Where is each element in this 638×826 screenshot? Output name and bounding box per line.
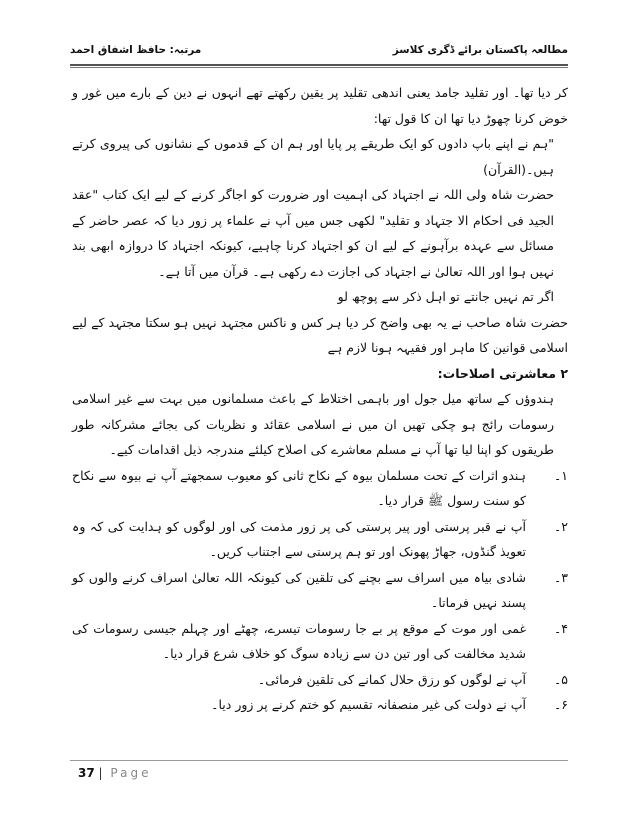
page-number: 37 <box>78 766 95 780</box>
list-item <box>72 565 568 616</box>
footer-divider <box>70 760 568 761</box>
list-text: غمی اور موت کے موقع پر بے جا رسومات تیسرے، چھٹے اور چہلم جیسی رسومات کی شدید مخالفت کی اور تین دن سے زیادہ سوگ کو خلاف شرع قرار دیا۔ <box>72 620 526 661</box>
list-number: ۲۔ <box>553 518 568 534</box>
list-number: ۵۔ <box>553 671 568 687</box>
paragraph: ہندوؤں کے ساتھ میل جول اور باہمی اختلاط کے باعث مسلمانوں میں بہت سے غیر اسلامی رسومات رائج ہو چکی تھیں ان میں نے اسلامی عقائد و نظریات کی بجائے مشرکانہ طور طریقوں کو اپنا لیا تھا آپ نے مسلم معاشرے کی اصلاح کیلئے مندرجہ ذیل اقدامات کیے۔ <box>72 391 554 457</box>
list-number: ۴۔ <box>553 620 568 636</box>
header-divider <box>70 64 568 66</box>
section-heading: ۲ معاشرتی اصلاحات: <box>437 365 568 381</box>
list-text: آپ نے دولت کی غیر منصفانہ تقسیم کو ختم کرنے پر زور دیا۔ <box>211 697 526 712</box>
list-number: ۱۔ <box>553 467 568 483</box>
list-item <box>72 616 568 667</box>
list-text: آپ نے لوگوں کو رزق حلال کمانے کی تلقین فرمائی۔ <box>257 671 526 687</box>
page-header <box>70 44 568 60</box>
list-text: آپ نے قبر پرستی اور پیر پرستی کی پر زور مذمت کی اور لوگوں کو ہدایت کی کہ وہ تعویذ گنڈوں، جھاڑ پھونک اور تو ہم پرستی سے اجتناب کریں۔ <box>72 518 526 559</box>
header-book-title: مطالعہ پاکستان برائے ڈگری کلاسز <box>392 44 568 56</box>
quran-quote: اگر تم نہیں جانتے تو اہل ذکر سے پوچھ لو <box>337 289 554 304</box>
quran-quote: "ہم نے اپنے باپ دادوں کو ایک طریقے پر پایا اور ہم ان کے قدموں کے نشانوں کی پیروی کرتے ہیں۔(القرآن) <box>72 136 554 177</box>
page-label: Page <box>110 766 152 780</box>
list-item <box>72 514 568 565</box>
list-number: ۳۔ <box>553 569 568 585</box>
paragraph: حضرت شاہ ولی اللہ نے اجتہاد کی اہمیت اور ضرورت کو اجاگر کرنے کے لیے ایک کتاب "عقد الجید فی احکام الا جتہاد و تقلید" لکھی جس میں آپ نے علماء پر زور دیا کہ عصر حاضر کے مسائل سے عہدہ برآہونے کے لیے ان کو اجتہاد کرنا چاہیے، کیونکہ اجتہاد کا دروازہ ابھی بند نہیں ہوا اور اللہ تعالیٰ نے اجتہاد کی اجازت دے رکھی ہے۔ قرآن میں آتا ہے۔ <box>72 187 554 279</box>
header-compiler: مرتبہ: حافظ اشفاق احمد <box>70 44 202 56</box>
list-item <box>72 667 568 693</box>
paragraph: حضرت شاہ صاحب نے یہ بھی واضح کر دیا ہر کس و ناکس مجتہد نہیں ہو سکتا مجتہد کے لیے اسلامی قوانین کا ماہر اور فقیہہ ہونا لازم ہے <box>72 314 568 355</box>
list-item <box>72 463 568 514</box>
list-text: ہندو اثرات کے تحت مسلمان بیوہ کے نکاح ثانی کو معیوب سمجھتے آپ نے بیوہ سے نکاح کو سنت رسول ﷺ قرار دیا۔ <box>72 467 526 508</box>
paragraph: کر دیا تھا۔ اور تقلید جامد یعنی اندھی تقلید پر یقین رکھتے تھے انہوں نے دین کے بارے میں غور و خوض کرنا چھوڑ دیا تھا ان کا قول تھا: <box>72 85 568 126</box>
footer-separator: | <box>98 766 103 780</box>
header-divider-thin <box>70 67 568 68</box>
page-body <box>72 80 568 718</box>
list-number: ۶۔ <box>553 697 568 712</box>
list-item <box>72 692 568 718</box>
list-text: شادی بیاہ میں اسراف سے بچنے کی تلقین کی کیونکہ اللہ تعالیٰ اسراف کرنے والوں کو پسند نہیں فرماتا۔ <box>72 569 526 610</box>
page-footer <box>78 766 151 780</box>
